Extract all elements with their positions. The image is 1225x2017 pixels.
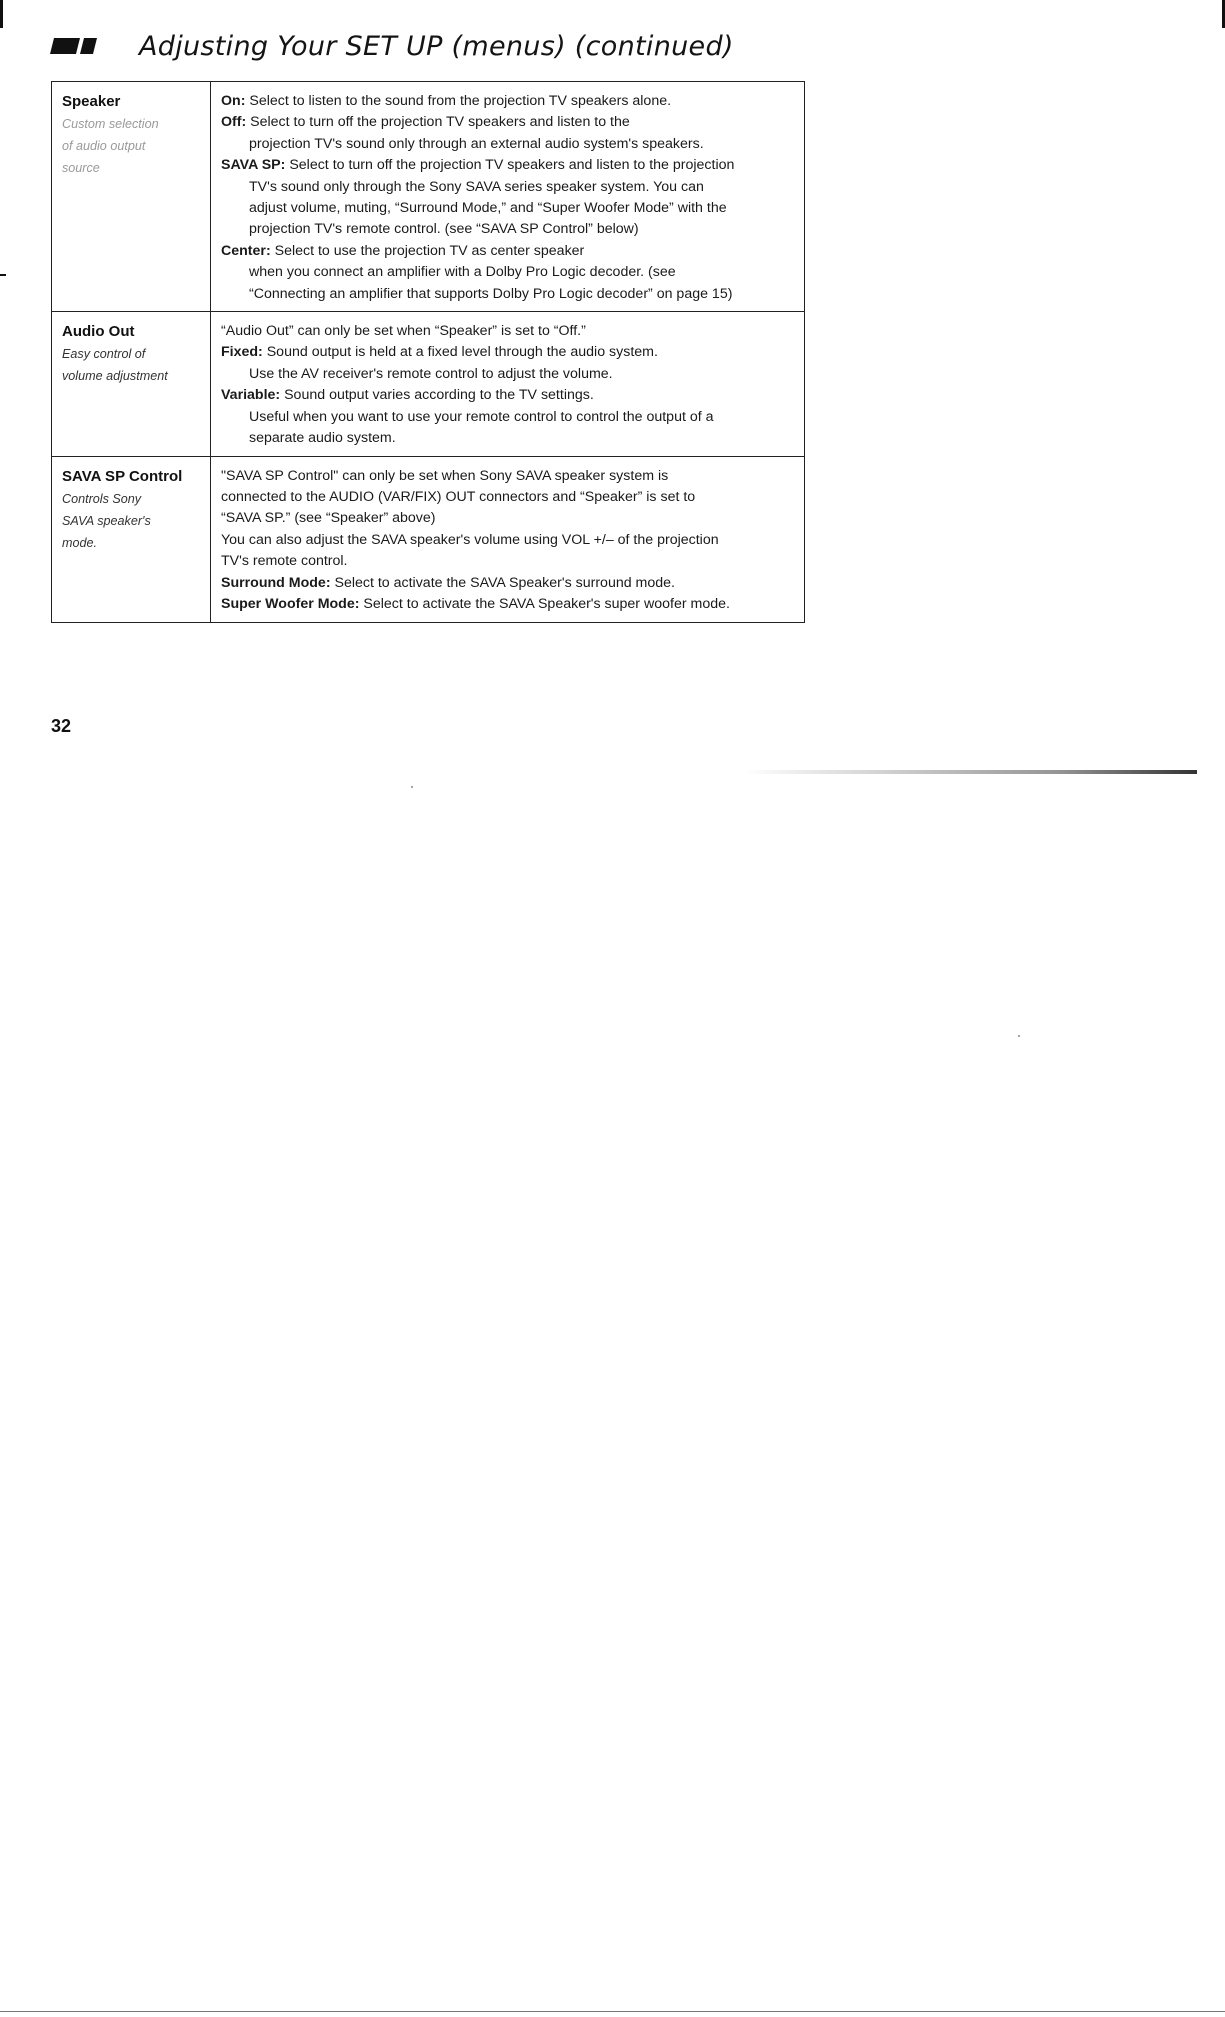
row-subtitle: mode.: [62, 535, 98, 550]
description-line: [221, 342, 800, 363]
description-line: [221, 241, 800, 262]
option-text: projection TV's remote control. (see “SAVA SP Control” below): [249, 221, 639, 238]
option-term: Surround Mode:: [221, 574, 331, 591]
row-subtitle: of audio output: [62, 139, 146, 153]
option-text: Select to activate the SAVA Speaker's surround mode.: [330, 574, 675, 591]
option-text: You can also adjust the SAVA speaker's volume using VOL +/– of the projection: [221, 531, 719, 548]
row-description: [211, 312, 805, 456]
row-label-cell: [52, 312, 211, 456]
scan-artifact-dot: [1018, 1035, 1020, 1037]
option-text: separate audio system.: [249, 430, 396, 447]
row-description: [211, 82, 805, 312]
option-text: Select to turn off the projection TV speakers and listen to the projection: [285, 157, 735, 174]
option-text: Sound output is held at a fixed level through the audio system.: [262, 344, 658, 361]
option-text: Sound output varies according to the TV settings.: [280, 387, 594, 404]
scan-bottom-edge: [0, 2011, 1225, 2012]
row-subtitle: Custom selection: [62, 117, 159, 131]
option-text: Select to activate the SAVA Speaker's super woofer mode.: [359, 595, 730, 612]
option-text: "SAVA SP Control" can only be set when Sony SAVA speaker system is: [221, 467, 669, 484]
option-text: TV's sound only through the Sony SAVA series speaker system. You can: [249, 178, 704, 195]
option-text: connected to the AUDIO (VAR/FIX) OUT connectors and “Speaker” is set to: [221, 488, 696, 505]
option-text: adjust volume, muting, “Surround Mode,” and “Super Woofer Mode” with the: [249, 200, 727, 217]
page-number: 32: [51, 716, 72, 736]
option-term: On:: [221, 93, 246, 109]
option-text: Select to listen to the sound from the projection TV speakers alone.: [245, 93, 672, 109]
row-subtitle: Easy control of: [62, 347, 146, 362]
page-header: [52, 24, 734, 68]
description-line: [221, 198, 800, 219]
option-text: Select to turn off the projection TV speakers and listen to the: [246, 114, 630, 131]
description-line: [221, 530, 800, 551]
row-name: Audio Out: [62, 323, 135, 341]
description-line: [221, 134, 800, 155]
description-line: [221, 112, 800, 133]
option-text: “Connecting an amplifier that supports Dolby Pro Logic decoder” on page 15): [249, 285, 733, 302]
page-title: Adjusting Your SET UP (menus) (continued): [139, 30, 734, 62]
description-line: [221, 573, 800, 594]
description-line: [221, 219, 800, 240]
option-text: when you connect an amplifier with a Dolby Pro Logic decoder. (see: [249, 264, 676, 281]
option-text: Select to use the projection TV as center speaker: [270, 242, 585, 259]
scan-edge-tick: [0, 274, 6, 276]
option-term: Fixed:: [221, 344, 263, 361]
option-text: “SAVA SP.” (see “Speaker” above): [221, 510, 436, 527]
option-term: Super Woofer Mode:: [221, 595, 360, 612]
description-line: [221, 428, 800, 449]
description-line: [221, 321, 800, 342]
description-line: [221, 155, 800, 176]
description-line: [221, 262, 800, 283]
option-text: Useful when you want to use your remote control to control the output of a: [249, 408, 714, 425]
description-line: [221, 385, 800, 406]
description-line: [221, 594, 800, 615]
option-term: Off:: [221, 114, 247, 131]
table-row: [52, 82, 805, 312]
row-name: SAVA SP Control: [62, 467, 183, 485]
option-term: SAVA SP:: [221, 157, 286, 174]
scan-artifact-dot: [411, 786, 413, 788]
table-row: [52, 456, 805, 622]
description-line: [221, 407, 800, 428]
description-line: [221, 508, 800, 529]
option-term: Center:: [221, 242, 271, 259]
row-label-cell: [52, 456, 211, 622]
description-line: [221, 284, 800, 305]
row-label-cell: [52, 82, 211, 312]
option-term: Variable:: [221, 387, 281, 404]
row-description: [211, 456, 805, 622]
scan-artifact-streak: [742, 770, 1197, 774]
description-line: [221, 551, 800, 572]
table-row: [52, 312, 805, 456]
row-subtitle: source: [62, 161, 100, 175]
option-text: “Audio Out” can only be set when “Speaker” is set to “Off.”: [221, 323, 586, 340]
row-subtitle: Controls Sony: [62, 491, 142, 506]
row-subtitle: volume adjustment: [62, 369, 168, 384]
scan-edge-mark-left: [0, 0, 3, 28]
description-line: [221, 177, 800, 198]
row-name: Speaker: [62, 93, 121, 110]
option-text: projection TV's sound only through an external audio system's speakers.: [249, 135, 704, 152]
description-line: [221, 487, 800, 508]
description-line: [221, 466, 800, 487]
description-line: [221, 364, 800, 385]
row-subtitle: SAVA speaker's: [62, 513, 151, 528]
option-text: Use the AV receiver's remote control to adjust the volume.: [249, 365, 613, 382]
option-text: TV's remote control.: [221, 553, 348, 570]
section-bars-icon: [52, 38, 95, 54]
description-line: [221, 91, 800, 112]
settings-table: [51, 81, 805, 623]
